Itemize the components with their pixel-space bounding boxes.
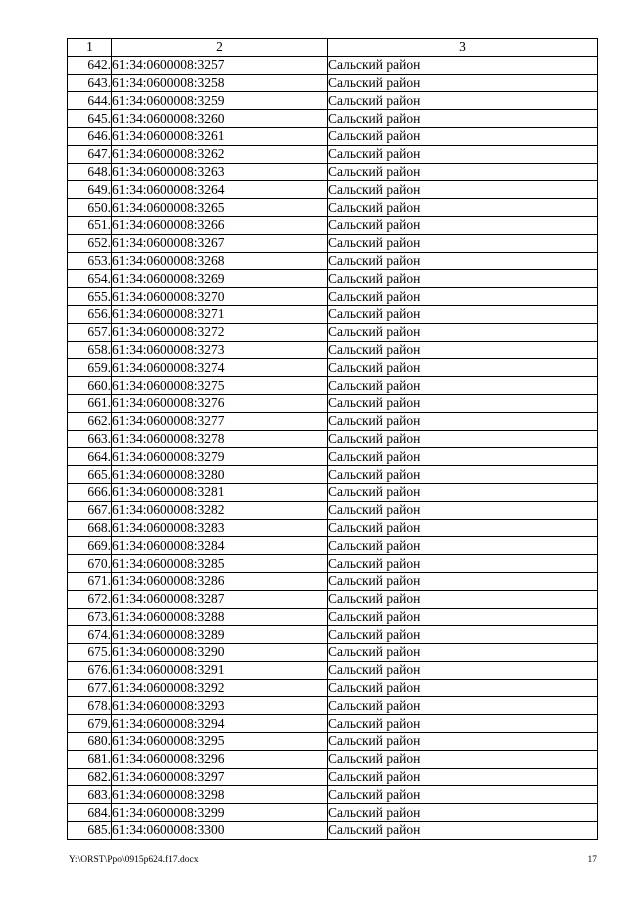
table-row [68, 56, 598, 74]
cadastral-number: 61:34:0600008:3269 [112, 270, 328, 288]
row-number: 654. [68, 270, 112, 288]
row-number: 676. [68, 661, 112, 679]
page-number: 17 [587, 855, 597, 865]
cadastral-number: 61:34:0600008:3267 [112, 234, 328, 252]
district-name: Сальский район [328, 786, 598, 804]
cadastral-number: 61:34:0600008:3289 [112, 626, 328, 644]
district-name: Сальский район [328, 341, 598, 359]
cadastral-number: 61:34:0600008:3300 [112, 822, 328, 840]
cadastral-number: 61:34:0600008:3279 [112, 448, 328, 466]
district-name: Сальский район [328, 519, 598, 537]
table-row [68, 199, 598, 217]
table-row [68, 448, 598, 466]
district-name: Сальский район [328, 305, 598, 323]
cadastral-number: 61:34:0600008:3282 [112, 501, 328, 519]
row-number: 675. [68, 644, 112, 662]
file-path: Y:\ORST\Ppo\0915p624.f17.docx [69, 855, 199, 865]
cadastral-number: 61:34:0600008:3288 [112, 608, 328, 626]
district-name: Сальский район [328, 163, 598, 181]
district-name: Сальский район [328, 608, 598, 626]
table-row [68, 715, 598, 733]
row-number: 673. [68, 608, 112, 626]
table-row [68, 697, 598, 715]
cadastral-number: 61:34:0600008:3275 [112, 377, 328, 395]
row-number: 680. [68, 733, 112, 751]
row-number: 672. [68, 590, 112, 608]
table-row [68, 644, 598, 662]
district-name: Сальский район [328, 483, 598, 501]
district-name: Сальский район [328, 537, 598, 555]
district-name: Сальский район [328, 644, 598, 662]
row-number: 655. [68, 288, 112, 306]
cadastral-number: 61:34:0600008:3280 [112, 466, 328, 484]
row-number: 677. [68, 679, 112, 697]
cadastral-number: 61:34:0600008:3294 [112, 715, 328, 733]
row-number: 671. [68, 572, 112, 590]
table-row [68, 590, 598, 608]
table-row [68, 483, 598, 501]
district-name: Сальский район [328, 323, 598, 341]
column-header-1: 1 [68, 39, 112, 57]
table-row [68, 679, 598, 697]
row-number: 670. [68, 555, 112, 573]
table-row [68, 181, 598, 199]
district-name: Сальский район [328, 501, 598, 519]
cadastral-number: 61:34:0600008:3263 [112, 163, 328, 181]
cadastral-number: 61:34:0600008:3278 [112, 430, 328, 448]
row-number: 663. [68, 430, 112, 448]
district-name: Сальский район [328, 270, 598, 288]
cadastral-number: 61:34:0600008:3262 [112, 145, 328, 163]
row-number: 685. [68, 822, 112, 840]
district-name: Сальский район [328, 394, 598, 412]
cadastral-number: 61:34:0600008:3259 [112, 92, 328, 110]
district-name: Сальский район [328, 572, 598, 590]
cadastral-number: 61:34:0600008:3285 [112, 555, 328, 573]
cadastral-number: 61:34:0600008:3266 [112, 216, 328, 234]
district-name: Сальский район [328, 768, 598, 786]
district-name: Сальский район [328, 555, 598, 573]
cadastral-number: 61:34:0600008:3271 [112, 305, 328, 323]
table-row [68, 163, 598, 181]
district-name: Сальский район [328, 448, 598, 466]
row-number: 661. [68, 394, 112, 412]
table-row [68, 608, 598, 626]
district-name: Сальский район [328, 590, 598, 608]
district-name: Сальский район [328, 127, 598, 145]
cadastral-number: 61:34:0600008:3298 [112, 786, 328, 804]
cadastral-number: 61:34:0600008:3297 [112, 768, 328, 786]
row-number: 678. [68, 697, 112, 715]
cadastral-table [67, 38, 598, 840]
district-name: Сальский район [328, 199, 598, 217]
district-name: Сальский район [328, 288, 598, 306]
table-row [68, 466, 598, 484]
district-name: Сальский район [328, 412, 598, 430]
row-number: 649. [68, 181, 112, 199]
district-name: Сальский район [328, 377, 598, 395]
table-row [68, 519, 598, 537]
row-number: 683. [68, 786, 112, 804]
district-name: Сальский район [328, 733, 598, 751]
row-number: 668. [68, 519, 112, 537]
table-row [68, 270, 598, 288]
cadastral-number: 61:34:0600008:3287 [112, 590, 328, 608]
district-name: Сальский район [328, 679, 598, 697]
row-number: 643. [68, 74, 112, 92]
table-row [68, 234, 598, 252]
district-name: Сальский район [328, 74, 598, 92]
cadastral-number: 61:34:0600008:3286 [112, 572, 328, 590]
row-number: 669. [68, 537, 112, 555]
table-row [68, 430, 598, 448]
table-row [68, 750, 598, 768]
row-number: 653. [68, 252, 112, 270]
table-row [68, 74, 598, 92]
cadastral-number: 61:34:0600008:3291 [112, 661, 328, 679]
table-row [68, 359, 598, 377]
district-name: Сальский район [328, 145, 598, 163]
table-row [68, 626, 598, 644]
district-name: Сальский район [328, 626, 598, 644]
cadastral-number: 61:34:0600008:3270 [112, 288, 328, 306]
cadastral-number: 61:34:0600008:3296 [112, 750, 328, 768]
table-row [68, 661, 598, 679]
row-number: 664. [68, 448, 112, 466]
cadastral-number: 61:34:0600008:3264 [112, 181, 328, 199]
cadastral-number: 61:34:0600008:3293 [112, 697, 328, 715]
table-row [68, 216, 598, 234]
row-number: 674. [68, 626, 112, 644]
table-row [68, 394, 598, 412]
cadastral-number: 61:34:0600008:3272 [112, 323, 328, 341]
cadastral-number: 61:34:0600008:3295 [112, 733, 328, 751]
cadastral-number: 61:34:0600008:3257 [112, 56, 328, 74]
table-row [68, 572, 598, 590]
district-name: Сальский район [328, 252, 598, 270]
table-body [68, 56, 598, 839]
table-row [68, 288, 598, 306]
cadastral-number: 61:34:0600008:3274 [112, 359, 328, 377]
row-number: 659. [68, 359, 112, 377]
table-header-row [68, 39, 598, 57]
table-row [68, 555, 598, 573]
table-row [68, 252, 598, 270]
table-row [68, 92, 598, 110]
cadastral-number: 61:34:0600008:3281 [112, 483, 328, 501]
row-number: 644. [68, 92, 112, 110]
row-number: 684. [68, 804, 112, 822]
row-number: 646. [68, 127, 112, 145]
row-number: 651. [68, 216, 112, 234]
row-number: 652. [68, 234, 112, 252]
district-name: Сальский район [328, 466, 598, 484]
row-number: 656. [68, 305, 112, 323]
table-row [68, 127, 598, 145]
table-row [68, 377, 598, 395]
cadastral-number: 61:34:0600008:3283 [112, 519, 328, 537]
row-number: 665. [68, 466, 112, 484]
cadastral-number: 61:34:0600008:3277 [112, 412, 328, 430]
district-name: Сальский район [328, 359, 598, 377]
cadastral-number: 61:34:0600008:3265 [112, 199, 328, 217]
district-name: Сальский район [328, 92, 598, 110]
row-number: 648. [68, 163, 112, 181]
column-header-2: 2 [112, 39, 328, 57]
table-row [68, 341, 598, 359]
table-row [68, 733, 598, 751]
row-number: 657. [68, 323, 112, 341]
cadastral-number: 61:34:0600008:3292 [112, 679, 328, 697]
district-name: Сальский район [328, 697, 598, 715]
district-name: Сальский район [328, 661, 598, 679]
table-row [68, 305, 598, 323]
cadastral-number: 61:34:0600008:3258 [112, 74, 328, 92]
district-name: Сальский район [328, 804, 598, 822]
cadastral-number: 61:34:0600008:3284 [112, 537, 328, 555]
cadastral-number: 61:34:0600008:3299 [112, 804, 328, 822]
district-name: Сальский район [328, 56, 598, 74]
cadastral-number: 61:34:0600008:3290 [112, 644, 328, 662]
table-row [68, 501, 598, 519]
table-row [68, 804, 598, 822]
row-number: 682. [68, 768, 112, 786]
table-row [68, 786, 598, 804]
cadastral-number: 61:34:0600008:3260 [112, 110, 328, 128]
row-number: 679. [68, 715, 112, 733]
district-name: Сальский район [328, 430, 598, 448]
row-number: 642. [68, 56, 112, 74]
table-row [68, 822, 598, 840]
district-name: Сальский район [328, 110, 598, 128]
row-number: 647. [68, 145, 112, 163]
table-row [68, 412, 598, 430]
table-row [68, 145, 598, 163]
row-number: 645. [68, 110, 112, 128]
table-row [68, 768, 598, 786]
district-name: Сальский район [328, 715, 598, 733]
row-number: 666. [68, 483, 112, 501]
table-row [68, 537, 598, 555]
district-name: Сальский район [328, 234, 598, 252]
district-name: Сальский район [328, 216, 598, 234]
row-number: 667. [68, 501, 112, 519]
table-row [68, 323, 598, 341]
district-name: Сальский район [328, 822, 598, 840]
row-number: 660. [68, 377, 112, 395]
district-name: Сальский район [328, 181, 598, 199]
row-number: 681. [68, 750, 112, 768]
row-number: 662. [68, 412, 112, 430]
row-number: 650. [68, 199, 112, 217]
table-row [68, 110, 598, 128]
cadastral-number: 61:34:0600008:3273 [112, 341, 328, 359]
row-number: 658. [68, 341, 112, 359]
cadastral-number: 61:34:0600008:3268 [112, 252, 328, 270]
cadastral-number: 61:34:0600008:3276 [112, 394, 328, 412]
column-header-3: 3 [328, 39, 598, 57]
district-name: Сальский район [328, 750, 598, 768]
cadastral-number: 61:34:0600008:3261 [112, 127, 328, 145]
